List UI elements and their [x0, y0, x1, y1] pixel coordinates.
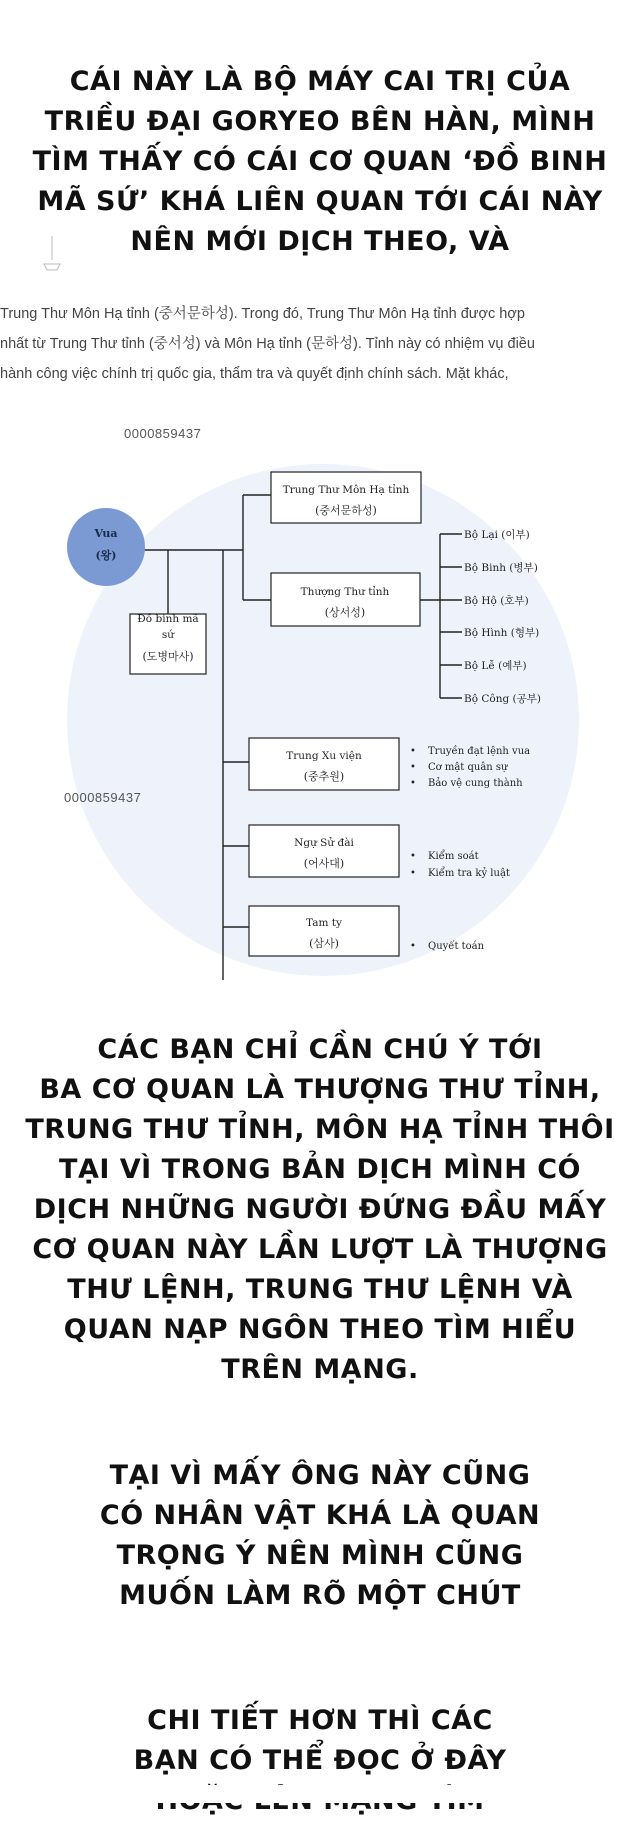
note-line: TRÊN MẠNG.	[221, 1354, 419, 1385]
note-line: CÓ NHÂN VẬT KHÁ LÀ QUAN	[99, 1500, 541, 1531]
box-korean: (중추원)	[303, 770, 345, 783]
page-bottom-edge	[0, 1785, 640, 1803]
duty-item: Kiểm tra kỷ luật	[428, 868, 510, 879]
ministry-item: Bộ Hình (형부)	[464, 627, 540, 639]
ministry-item: Bộ Công (공부)	[464, 693, 542, 705]
bullet-icon: •	[410, 778, 416, 789]
note-line: MUỐN LÀM RÕ MỘT CHÚT	[119, 1580, 521, 1611]
king-name: Vua	[94, 527, 118, 540]
dobyeong-node	[130, 612, 206, 674]
small-figure-icon	[40, 234, 64, 274]
note-line: TÌM THẤY CÓ CÁI CƠ QUAN ‘ĐỒ BINH	[32, 146, 608, 177]
translator-note-middle	[0, 1030, 640, 1390]
box-name: Trung Xu viện	[286, 750, 362, 762]
bullet-icon: •	[410, 941, 416, 952]
bullet-icon: •	[410, 868, 416, 879]
box-korean: (중서문하성)	[315, 504, 377, 517]
duty-item: Cơ mật quân sự	[428, 762, 508, 773]
box-name: Trung Thư Môn Hạ tỉnh	[282, 484, 410, 496]
dobyeong-name-1: Đồ binh mã	[137, 613, 199, 625]
duty-item: Bảo vệ cung thành	[428, 778, 523, 789]
translator-note-lower	[0, 1456, 640, 1616]
ministry-item: Bộ Lại (이부)	[464, 529, 530, 541]
scrap-line: hành công việc chính trị quốc gia, thẩm tra và quyết định chính sách. Mặt khác,	[0, 366, 509, 382]
note-line: DỊCH NHỮNG NGƯỜI ĐỨNG ĐẦU MẤY	[33, 1194, 607, 1225]
tam-ty-box	[249, 906, 399, 956]
note-line: TẠI VÌ MẤY ÔNG NÀY CŨNG	[109, 1460, 531, 1491]
scrap-paragraph	[0, 299, 640, 389]
ngu-su-box	[249, 825, 399, 877]
duty-item: Quyết toán	[428, 941, 485, 952]
translator-note-bottom	[0, 1701, 640, 1821]
ministry-item: Bộ Hộ (호부)	[464, 595, 529, 607]
translator-note-top	[0, 62, 640, 262]
box-korean: (어사대)	[303, 857, 345, 870]
bullet-icon: •	[410, 746, 416, 757]
ministry-item: Bộ Lễ (예부)	[464, 660, 527, 672]
goryeo-government-diagram	[0, 440, 640, 980]
box-name: Tam ty	[306, 917, 342, 929]
note-line: TRỌNG Ý NÊN MÌNH CŨNG	[116, 1540, 524, 1571]
watermark-id-top: 0000859437	[124, 426, 202, 441]
note-line: CƠ QUAN NÀY LẦN LƯỢT LÀ THƯỢNG	[32, 1234, 608, 1265]
dobyeong-name-2: sứ	[161, 629, 175, 641]
box-korean: (상서성)	[324, 606, 366, 619]
note-line: TRIỀU ĐẠI GORYEO BÊN HÀN, MÌNH	[44, 106, 596, 137]
note-line: BẠN CÓ THỂ ĐỌC Ở ĐÂY	[133, 1745, 507, 1776]
note-line: CÁI NÀY LÀ BỘ MÁY CAI TRỊ CỦA	[69, 66, 571, 97]
trung-thu-mon-ha-box	[271, 472, 421, 523]
king-korean: (왕)	[95, 549, 117, 562]
bullet-icon: •	[410, 762, 416, 773]
bullet-icon: •	[410, 851, 416, 862]
note-line: THƯ LỆNH, TRUNG THƯ LỆNH VÀ	[67, 1274, 573, 1305]
note-line: TRUNG THƯ TỈNH, MÔN HẠ TỈNH THÔI	[25, 1114, 615, 1145]
note-line: CÁC BẠN CHỈ CẦN CHÚ Ý TỚI	[97, 1034, 543, 1065]
duty-item: Kiểm soát	[428, 851, 479, 862]
note-line: QUAN NẠP NGÔN THEO TÌM HIỂU	[63, 1314, 577, 1345]
scrap-line: Trung Thư Môn Hạ tỉnh (중서문하성). Trong đó, Trung Thư Môn Hạ tỉnh được hợp	[0, 306, 525, 322]
note-line: NÊN MỚI DỊCH THEO, VÀ	[130, 226, 510, 257]
thuong-thu-box	[271, 573, 420, 626]
box-name: Thượng Thư tỉnh	[300, 586, 390, 598]
ministry-item: Bộ Binh (병부)	[464, 562, 538, 574]
duty-item: Truyền đạt lệnh vua	[428, 746, 531, 757]
note-line: TẠI VÌ TRONG BẢN DỊCH MÌNH CÓ	[59, 1154, 581, 1185]
note-line: CHI TIẾT HƠN THÌ CÁC	[147, 1705, 493, 1736]
king-node	[67, 508, 145, 586]
dobyeong-korean: (도병마사)	[142, 650, 194, 663]
scrap-line: nhất từ Trung Thư tỉnh (중서성) và Môn Hạ tỉnh (문하성). Tỉnh này có nhiệm vụ điều	[0, 336, 535, 352]
note-line: BA CƠ QUAN LÀ THƯỢNG THƯ TỈNH,	[39, 1074, 601, 1105]
box-korean: (삼사)	[309, 937, 339, 950]
box-name: Ngự Sử đài	[294, 837, 354, 849]
watermark-id-middle: 0000859437	[64, 790, 142, 805]
trung-xu-box	[249, 738, 399, 790]
note-line: MÃ SỨ’ KHÁ LIÊN QUAN TỚI CÁI NÀY	[37, 186, 603, 217]
